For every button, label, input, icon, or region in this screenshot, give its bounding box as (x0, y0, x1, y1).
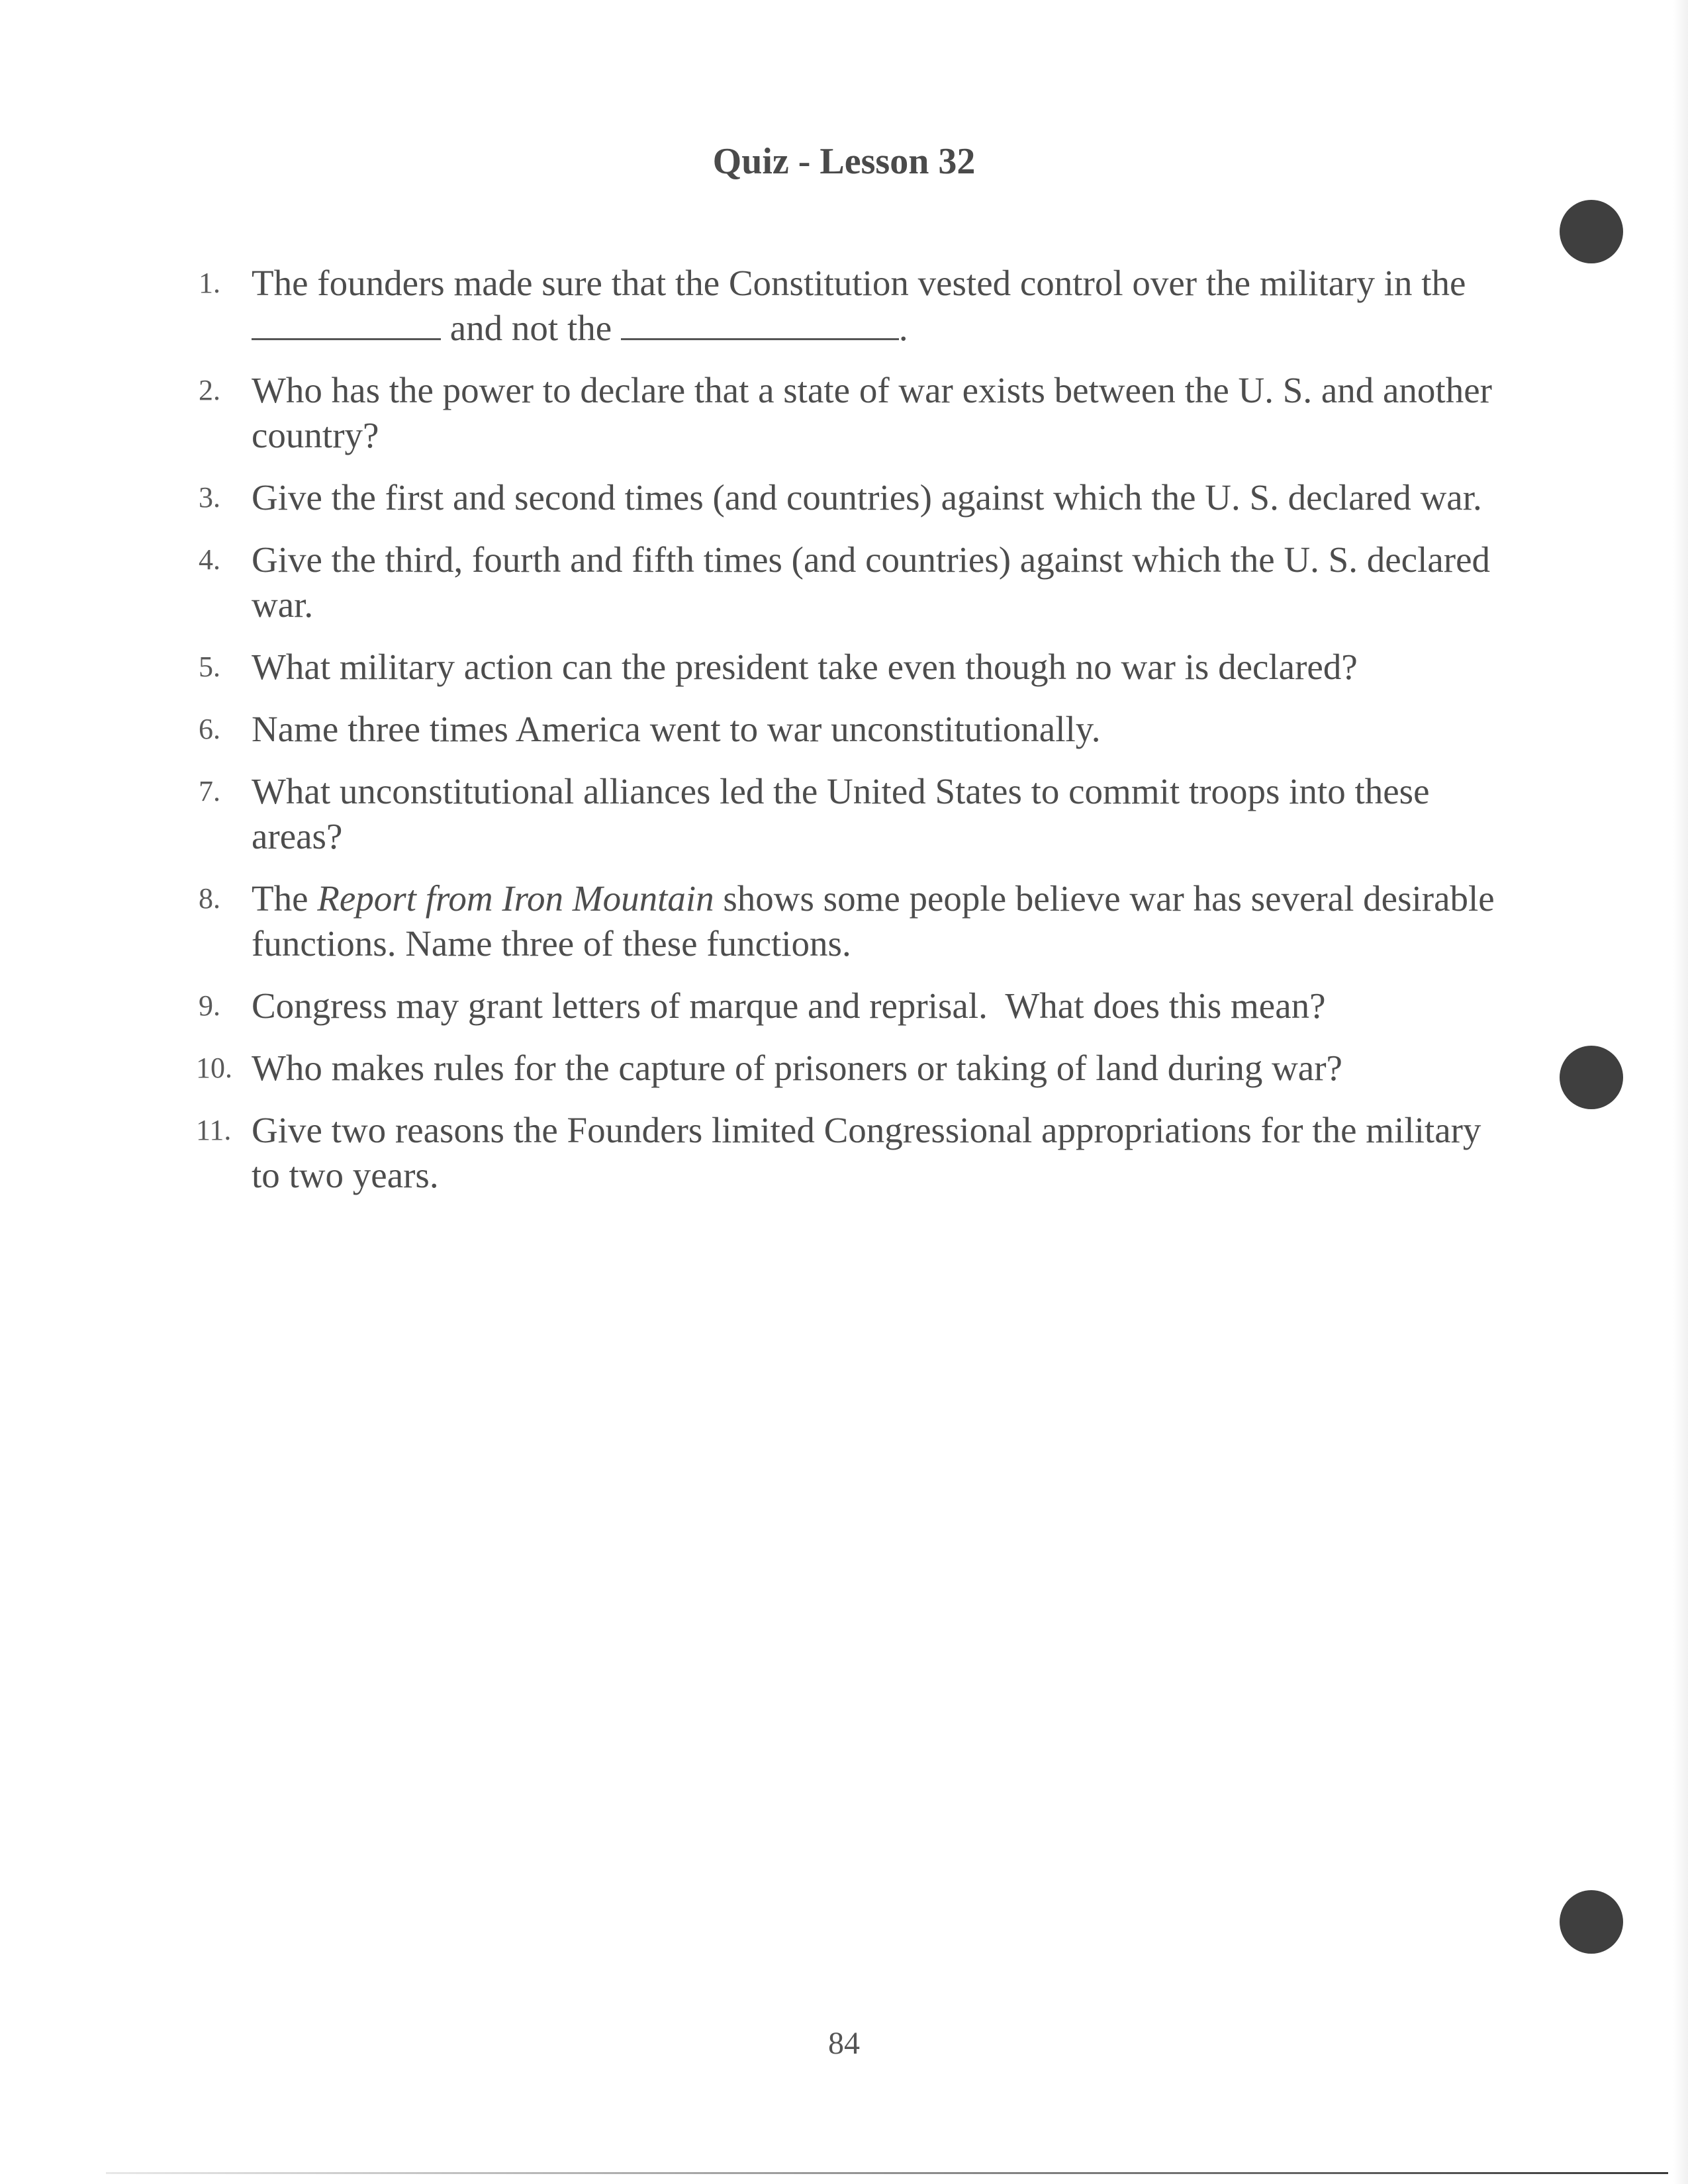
punch-hole-bottom (1560, 1890, 1623, 1954)
page-bottom-edge (106, 2172, 1668, 2174)
question-text: What unconstitutional alliances led the United States to commit troops into these areas? (252, 771, 1430, 856)
punch-hole-middle (1560, 1046, 1623, 1109)
question-list (196, 261, 1509, 1215)
question-number: 3. (199, 481, 220, 514)
question-text: Name three times America went to war unconstitutionally. (252, 709, 1101, 749)
question-number: 1. (199, 267, 220, 299)
question-text: Who makes rules for the capture of prisoners or taking of land during war? (252, 1048, 1342, 1088)
answer-blank-1[interactable] (252, 309, 441, 340)
question-number: 11. (196, 1114, 232, 1146)
question-item-7 (199, 769, 1509, 859)
question-item-3 (199, 475, 1509, 520)
question-text: Give the first and second times (and countries) against which the U. S. declared war. (252, 477, 1482, 518)
question-item-11 (196, 1108, 1509, 1198)
question-item-1 (199, 261, 1509, 351)
question-item-4 (199, 537, 1509, 627)
question-item-8 (199, 876, 1509, 966)
question-number: 9. (199, 989, 220, 1022)
question-item-10 (196, 1046, 1509, 1091)
question-text: Give the third, fourth and fifth times (and countries) against which the U. S. declared war. (252, 539, 1490, 625)
question-text: Who has the power to declare that a state of war exists between the U. S. and another country? (252, 370, 1492, 455)
page-number: 84 (828, 2026, 860, 2061)
question-text: The founders made sure that the Constitution vested control over the military in the (252, 263, 1466, 303)
page-title: Quiz - Lesson 32 (712, 141, 976, 182)
page-right-edge-shadow (1673, 0, 1688, 2184)
answer-blank-2[interactable] (621, 309, 899, 340)
question-text: The (252, 878, 308, 919)
punch-hole-top (1560, 200, 1623, 263)
question-number: 5. (199, 651, 220, 683)
question-item-6 (199, 707, 1509, 752)
question-text: Congress may grant letters of marque and reprisal. What does this mean? (252, 985, 1326, 1026)
question-text: What military action can the president take even though no war is declared? (252, 647, 1358, 687)
question-number: 10. (196, 1052, 232, 1084)
question-number: 8. (199, 882, 220, 915)
question-number: 7. (199, 775, 220, 807)
question-text: and not the (449, 308, 612, 348)
question-text: . (898, 308, 908, 348)
question-number: 6. (199, 713, 220, 745)
question-text: Give two reasons the Founders limited Congressional appropriations for the military to two years. (252, 1110, 1481, 1195)
question-item-2 (199, 368, 1509, 458)
question-number: 4. (199, 543, 220, 576)
question-item-9 (199, 983, 1509, 1028)
book-title: Report from Iron Mountain (317, 878, 714, 919)
question-item-5 (199, 645, 1509, 690)
question-number: 2. (199, 374, 220, 406)
question-text: shows some people believe war has several desirable functions. Name three of these functions. (252, 878, 1495, 964)
